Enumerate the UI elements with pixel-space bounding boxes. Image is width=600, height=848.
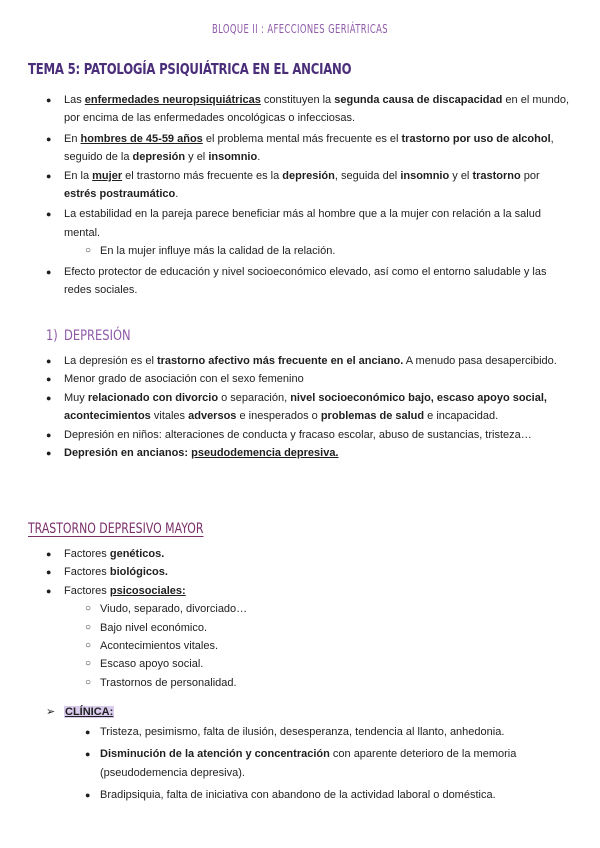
bullet-icon: ● <box>46 549 52 559</box>
section-title-depresion: 1) DEPRESIÓN <box>46 328 131 344</box>
list-item: ● Muy relacionado con divorcio o separación, nivel socioeconómico bajo, escaso apoyo social, acontecimientos vitales adversos e inesperados o problemas de salud e incapacidad. <box>0 389 600 426</box>
bullet-icon: ● <box>46 448 52 459</box>
intro-list <box>0 91 600 299</box>
circle-bullet-icon: ○ <box>85 621 92 633</box>
circle-bullet-icon: ○ <box>85 658 92 670</box>
list-item: ● Factores biológicos. <box>0 563 600 581</box>
list-item: ● Menor grado de asociación con el sexo femenino <box>0 370 600 388</box>
bullet-icon: ● <box>46 429 52 440</box>
circle-bullet-icon: ○ <box>85 603 92 615</box>
sub-list-item: ○ En la mujer influye más la calidad de la relación. <box>0 242 600 260</box>
bullet-icon: ● <box>85 790 91 801</box>
bullet-icon: ● <box>46 170 52 181</box>
list-item: ● Bradipsiquia, falta de iniciativa con abandono de la actividad laboral o doméstica. <box>0 786 600 804</box>
sub-list-item: ○ Viudo, separado, divorciado… <box>0 600 600 618</box>
bullet-icon: ● <box>46 585 52 596</box>
factores-list <box>0 545 600 692</box>
list-item: ● Factores psicosociales: <box>0 582 600 600</box>
bullet-icon: ● <box>46 392 52 403</box>
circle-bullet-icon: ○ <box>85 640 92 652</box>
sub-list-item: ○ Bajo nivel económico. <box>0 619 600 637</box>
list-item: ● En la mujer el trastorno más frecuente es la depresión, seguida del insomnio y el trastorno por estrés postraumático. <box>0 167 600 204</box>
bullet-icon: ● <box>46 95 52 105</box>
list-item: ● Efecto protector de educación y nivel socioeconómico elevado, así como el entorno saludable y las redes sociales. <box>0 263 600 300</box>
list-item: ● Factores genéticos. <box>0 545 600 563</box>
bullet-icon: ● <box>46 374 52 385</box>
list-item: ● En hombres de 45-59 años el problema mental más frecuente es el trastorno por uso de alcohol, seguido de la depresión y el insomnio. <box>0 130 600 167</box>
bullet-icon: ● <box>85 727 91 737</box>
clinica-heading <box>46 703 114 721</box>
bullet-icon: ● <box>46 209 52 220</box>
bullet-icon: ● <box>46 356 52 366</box>
circle-bullet-icon: ○ <box>85 245 92 257</box>
clinica-label: CLÍNICA: <box>65 706 114 718</box>
bullet-icon: ● <box>46 266 52 277</box>
section-title-tdm: TRASTORNO DEPRESIVO MAYOR <box>28 521 204 537</box>
list-item: ● La depresión es el trastorno afectivo más frecuente en el anciano. A menudo pasa desapercibido. <box>0 352 600 370</box>
sub-list-item: ○ Escaso apoyo social. <box>0 655 600 673</box>
block-title: BLOQUE II : AFECCIONES GERIÁTRICAS <box>211 22 389 36</box>
bullet-icon: ● <box>46 567 52 578</box>
tema-title: TEMA 5: PATOLOGÍA PSIQUIÁTRICA EN EL ANCIANO <box>28 60 352 78</box>
list-item: ● Disminución de la atención y concentración con aparente deterioro de la memoria (pseudodemencia depresiva). <box>0 745 600 782</box>
sub-list-item: ○ Acontecimientos vitales. <box>0 637 600 655</box>
list-item: ● Depresión en ancianos: pseudodemencia depresiva. <box>0 444 600 462</box>
bullet-icon: ● <box>85 749 91 760</box>
depresion-list <box>0 352 600 462</box>
arrow-icon: ➢ <box>46 706 56 718</box>
list-item: ● Tristeza, pesimismo, falta de ilusión, desesperanza, tendencia al llanto, anhedonia. <box>0 723 600 741</box>
bullet-icon: ● <box>46 133 52 144</box>
list-item: ● Depresión en niños: alteraciones de conducta y fracaso escolar, abuso de sustancias, tristeza… <box>0 426 600 444</box>
list-item: ● Las enfermedades neuropsiquiátricas constituyen la segunda causa de discapacidad en el mundo, por encima de las enfermedades oncológicas o infecciosas. <box>0 91 600 128</box>
circle-bullet-icon: ○ <box>85 676 92 688</box>
clinica-list <box>0 723 600 805</box>
sub-list-item: ○ Trastornos de personalidad. <box>0 674 600 692</box>
list-item: ● La estabilidad en la pareja parece beneficiar más al hombre que a la mujer con relación a la salud mental. <box>0 205 600 242</box>
